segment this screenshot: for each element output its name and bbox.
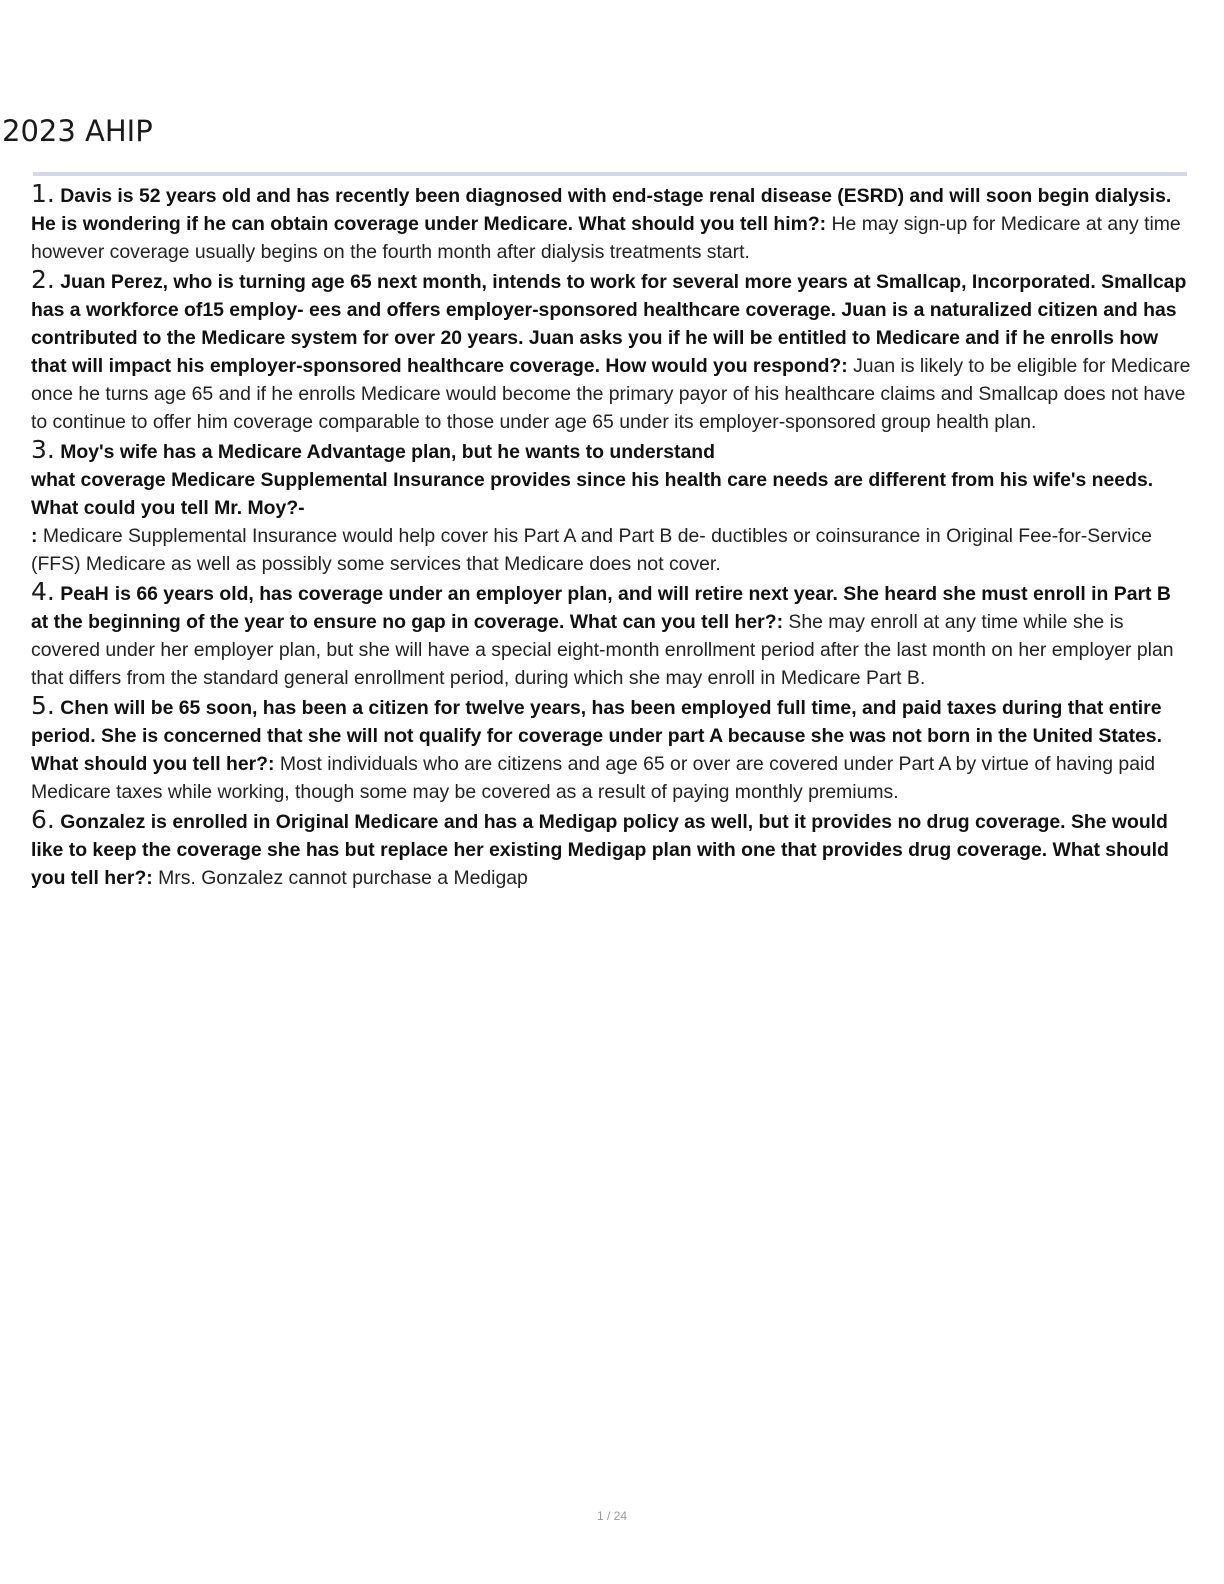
question-item-1 [31,180,1191,266]
question-is: is [114,583,131,605]
answer-text: Juan is likely to be eligible for Medicare once he turns age 65 and if he enrolls Medicare would become the primary payor of his healthcare claims and Smallcap does not have to continue to offer him coverage comparable to those under age 65 under its employer-sponsored group health plan. [31,355,1191,433]
question-item-6 [31,806,1191,892]
question-item-5 [31,692,1191,806]
question-item-4 [31,578,1191,692]
answer-prefix: : [31,525,38,547]
question-text: Chen will be 65 soon, has been a citizen for twelve years, has been employed full time, and paid taxes during that entire period. She is concerned that she will not qualify for coverage under part A because she was not born in the United States. What should you tell her?: [31,697,1162,775]
question-text-line-1: Moy's wife has a Medicare Advantage plan, but he wants to understand [60,441,715,463]
question-text: 66 years old, has coverage under an employer plan, and will retire next year. She heard she must enroll in Part B at the beginning of the year to ensure no gap in coverage. What can you tell her?: [31,583,1171,633]
answer-text: Medicare Supplemental Insurance would help cover his Part A and Part B de- ductibles or coinsurance in Original Fee-for-Service (FFS) Medicare as well as possibly some services that Medicare does not cover. [31,525,1152,575]
question-number: 3. [31,435,55,464]
question-list [31,180,1191,892]
question-number: 4. [31,577,55,606]
question-text: Juan Perez, who is turning age 65 next month, intends to work for several more years at Smallcap, Incorporated. Smallcap has a workforce of15 employ- ees and offers employer-sponsored healthcare coverage. Juan is a naturalized citizen and has contributed to the Medicare system for over 20 years. Juan asks you if he will be entitled to Medicare and if he enrolls how that will impact his employer-sponsored healthcare coverage. How would you respond?: [31,271,1187,377]
title-divider [33,172,1187,176]
question-number: 2. [31,265,55,294]
question-number: 5. [31,691,55,720]
question-item-2 [31,266,1191,436]
answer-text: She may enroll at any time while she is covered under her employer plan, but she will have a special eight-month enrollment period after the last month on her employer plan that differs from the standard general enrollment period, during which she may enroll in Medicare Part B. [31,611,1174,689]
answer-text: He may sign-up for Medicare at any time however coverage usually begins on the fourth month after dialysis treatments start. [31,213,1181,263]
answer-text: Mrs. Gonzalez cannot purchase a Medigap [158,867,528,889]
question-number: 6. [31,805,55,834]
question-name: PeaH [60,583,109,605]
question-text-line-2: what coverage Medicare Supplemental Insurance provides since his health care needs are different from his wife's needs. What could you tell Mr. Moy?- [31,469,1154,519]
question-text: Gonzalez is enrolled in Original Medicare and has a Medigap policy as well, but it provides no drug coverage. She would like to keep the coverage she has but replace her existing Medigap plan with one that provides drug coverage. What should you tell her?: [31,811,1169,889]
answer-text: Most individuals who are citizens and age 65 or over are covered under Part A by virtue of having paid Medicare taxes while working, though some may be covered as a result of paying monthly premiums. [31,753,1156,803]
question-number: 1. [31,179,55,208]
question-item-3 [31,436,1191,578]
document-title: 2023 AHIP [2,114,153,148]
question-text: Davis is 52 years old and has recently been diagnosed with end-stage renal disease (ESRD) and will soon begin dialysis. He is wondering if he can obtain coverage under Medicare. What should you tell him?: [31,185,1172,235]
page-indicator: 1 / 24 [596,1509,628,1523]
